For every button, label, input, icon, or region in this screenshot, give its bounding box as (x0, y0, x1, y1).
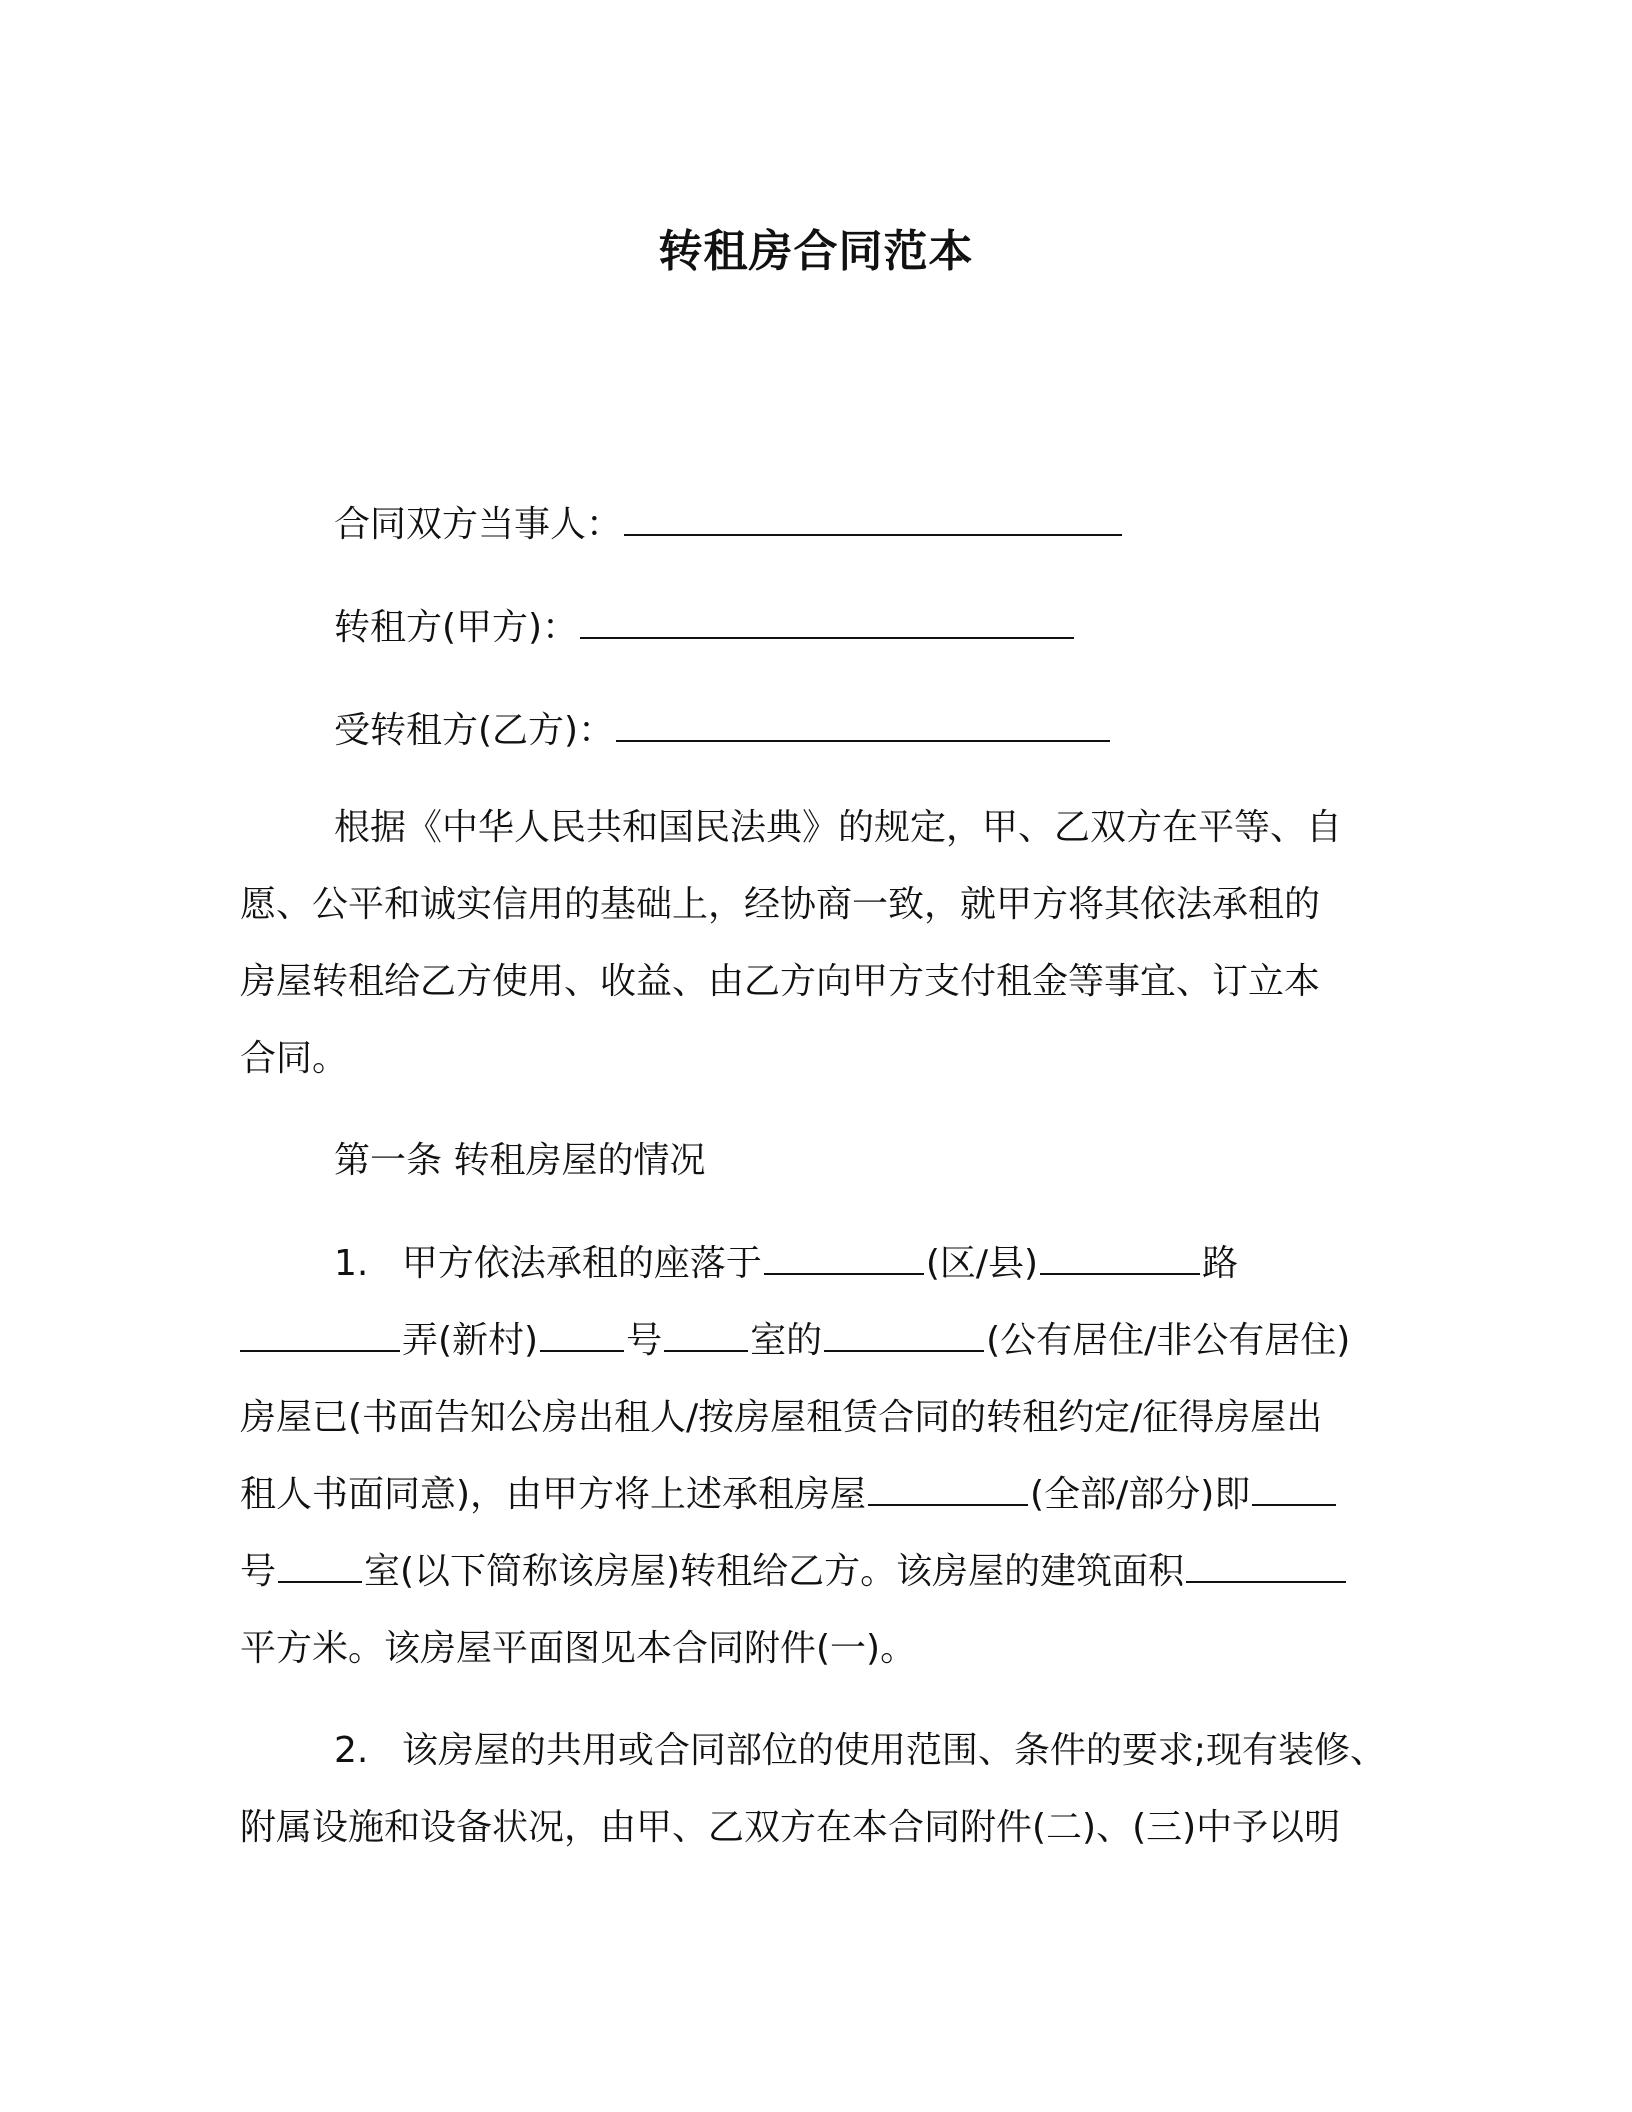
document-title: 转租房合同范本 (658, 226, 974, 277)
sub-number-blank[interactable] (1252, 1470, 1336, 1506)
preamble-line-1: 根据《中华人民共和国民法典》的规定，甲、乙双方在平等、自 (334, 807, 1343, 848)
item1-text-consent: 租人书面同意)，由甲方将上述承租房屋 (240, 1474, 867, 1515)
item1-text-location: 甲方依法承租的座落于 (401, 1243, 762, 1284)
item1-text-district: (区/县) (925, 1243, 1039, 1284)
item1-text-road: 路 (1202, 1243, 1239, 1284)
lane-blank[interactable] (240, 1316, 400, 1352)
number-blank[interactable] (540, 1316, 624, 1352)
sub-room-blank[interactable] (278, 1547, 362, 1583)
article1-heading: 第一条 转租房屋的情况 (334, 1140, 706, 1181)
preamble-line-3: 房屋转租给乙方使用、收益、由乙方向甲方支付租金等事宜、订立本 (240, 961, 1321, 1002)
item1-text-lane: 弄(新村) (402, 1320, 539, 1361)
item1-number: 1. (334, 1243, 369, 1284)
item1-line-2 (240, 1316, 1350, 1366)
item2-line-2: 附属设施和设备状况，由甲、乙双方在本合同附件(二)、(三)中予以明 (240, 1807, 1341, 1848)
item1-text-housing-type: (公有居住/非公有居住) (986, 1320, 1351, 1361)
item1-text-number: 号 (626, 1320, 663, 1361)
portion-blank[interactable] (868, 1470, 1028, 1506)
housing-type-blank[interactable] (824, 1316, 984, 1352)
preamble-line-4: 合同。 (240, 1038, 349, 1079)
parties-both-blank[interactable] (624, 500, 1122, 536)
parties-both-line (334, 500, 1124, 550)
item1-line-5 (240, 1547, 1348, 1597)
district-blank[interactable] (764, 1239, 924, 1275)
item1-line-4 (240, 1470, 1338, 1520)
item1-text-area: 室(以下简称该房屋)转租给乙方。该房屋的建筑面积 (364, 1551, 1185, 1592)
item1-line-1 (334, 1239, 1238, 1289)
room-blank[interactable] (664, 1316, 748, 1352)
preamble-line-2: 愿、公平和诚实信用的基础上，经协商一致，就甲方将其依法承租的 (240, 884, 1321, 925)
lessor-blank[interactable] (580, 603, 1074, 639)
item1-line-6: 平方米。该房屋平面图见本合同附件(一)。 (240, 1628, 917, 1669)
item1-text-portion: (全部/部分)即 (1030, 1474, 1251, 1515)
lessor-line (334, 603, 1076, 653)
item2-text-1: 该房屋的共用或合同部位的使用范围、条件的要求;现有装修、 (401, 1730, 1386, 1771)
road-blank[interactable] (1040, 1239, 1200, 1275)
item1-line-3: 房屋已(书面告知公房出租人/按房屋租赁合同的转租约定/征得房屋出 (240, 1397, 1323, 1438)
area-blank[interactable] (1186, 1547, 1346, 1583)
lessee-blank[interactable] (616, 706, 1110, 742)
lessor-label: 转租方(甲方)： (334, 607, 579, 648)
lessee-label: 受转租方(乙方)： (334, 710, 615, 751)
item2-line-1 (334, 1726, 1386, 1776)
item1-text-room: 室的 (750, 1320, 823, 1361)
parties-both-label: 合同双方当事人： (334, 504, 623, 545)
item1-text-sub-number: 号 (240, 1551, 277, 1592)
lessee-line (334, 706, 1112, 756)
item2-number: 2. (334, 1730, 369, 1771)
